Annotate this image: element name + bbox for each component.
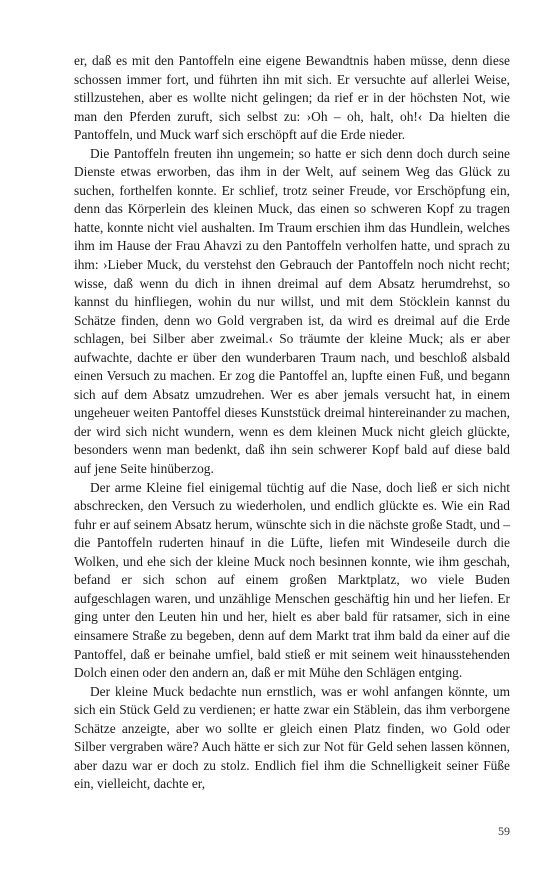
page-number: 59 <box>498 824 510 838</box>
page-body <box>74 52 510 794</box>
paragraph-3: Der arme Kleine fiel einigemal tüchtig auf die Nase, doch ließ er sich nicht abschrecken, den Versuch zu wiederholen, und endlich glückte es. Wie ein Rad fuhr er auf seinem Absatz herum, wünschte sich in die nächste große Stadt, und – die Pantoffeln ruderten hinauf in die Lüfte, liefen mit Windeseile durch die Wolken, und ehe sich der kleine Muck noch besinnen konnte, wie ihm geschah, befand er sich schon auf einem großen Marktplatz, wo viele Buden aufgeschlagen waren, und unzählige Menschen geschäftig hin und her liefen. Er ging unter den Leuten hin und her, hielt es aber bald für ratsamer, sich in eine einsamere Straße zu begeben, denn auf dem Markt trat ihm bald da einer auf die Pantoffel, daß er beinahe umfiel, bald stieß er mit seinem weit hinausstehenden Dolch einen oder den andern an, daß er mit Mühe den Schlägen entging. <box>74 479 510 681</box>
paragraph-1: er, daß es mit den Pantoffeln eine eigene Bewandtnis haben müsse, denn diese schossen immer fort, und führten ihn mit sich. Er versuchte auf allerlei Weise, stillzustehen, aber es wollte nicht gelingen; da rief er in der höchsten Not, wie man den Pferden zuruft, sich selbst zu: ›Oh – oh, halt, oh!‹ Da hielten die Pantoffeln, und Muck warf sich erschöpft auf die Erde nieder. <box>74 53 510 143</box>
paragraph-2: Die Pantoffeln freuten ihn ungemein; so hatte er sich denn doch durch seine Dienste etwas erworben, das ihm in der Welt, auf seinem Weg das Glück zu suchen, forthelfen konnte. Er schlief, trotz seiner Freude, vor Erschöpfung ein, denn das Körperlein des kleinen Muck, das einen so schweren Kopf zu tragen hatte, konnte nicht viel aushalten. Im Traum erschien ihm das Hundlein, welches ihm im Hause der Frau Ahavzi zu den Pantoffeln verholfen hatte, und sprach zu ihm: ›Lieber Muck, du verstehst den Gebrauch der Pantoffeln noch nicht recht; wisse, daß wenn du dich in ihnen dreimal auf dem Absatz herumdrehst, so kannst du hinfliegen, wohin du nur willst, und mit dem Stöcklein kannst du Schätze finden, denn wo Gold vergraben ist, da wird es dreimal auf die Erde schlagen, bei Silber aber zweimal.‹ So träumte der kleine Muck; als er aber aufwachte, dachte er über den wunderbaren Traum nach, und beschloß alsbald einen Versuch zu machen. Er zog die Pantoffel an, lupfte einen Fuß, und begann sich auf dem Absatz umzudrehen. Wer es aber jemals versucht hat, in einem ungeheuer weiten Pantoffel dieses Kunststück dreimal hintereinander zu machen, der wird sich nicht wundern, wenn es dem kleinen Muck nicht gleich glückte, besonders wenn man bedenkt, daß ihn sein schwerer Kopf bald auf diese bald auf jene Seite hinüberzog. <box>74 145 510 477</box>
paragraph-4: Der kleine Muck bedachte nun ernstlich, was er wohl anfangen könnte, um sich ein Stück Geld zu verdienen; er hatte zwar ein Stäblein, das ihm verborgene Schätze anzeigte, aber wo sollte er gleich einen Platz finden, wo Gold oder Silber vergraben wäre? Auch hätte er sich zur Not für Geld sehen lassen können, aber dazu war er doch zu stolz. Endlich fiel ihm die Schnelligkeit seiner Füße ein, vielleicht, dachte er, <box>74 683 510 792</box>
